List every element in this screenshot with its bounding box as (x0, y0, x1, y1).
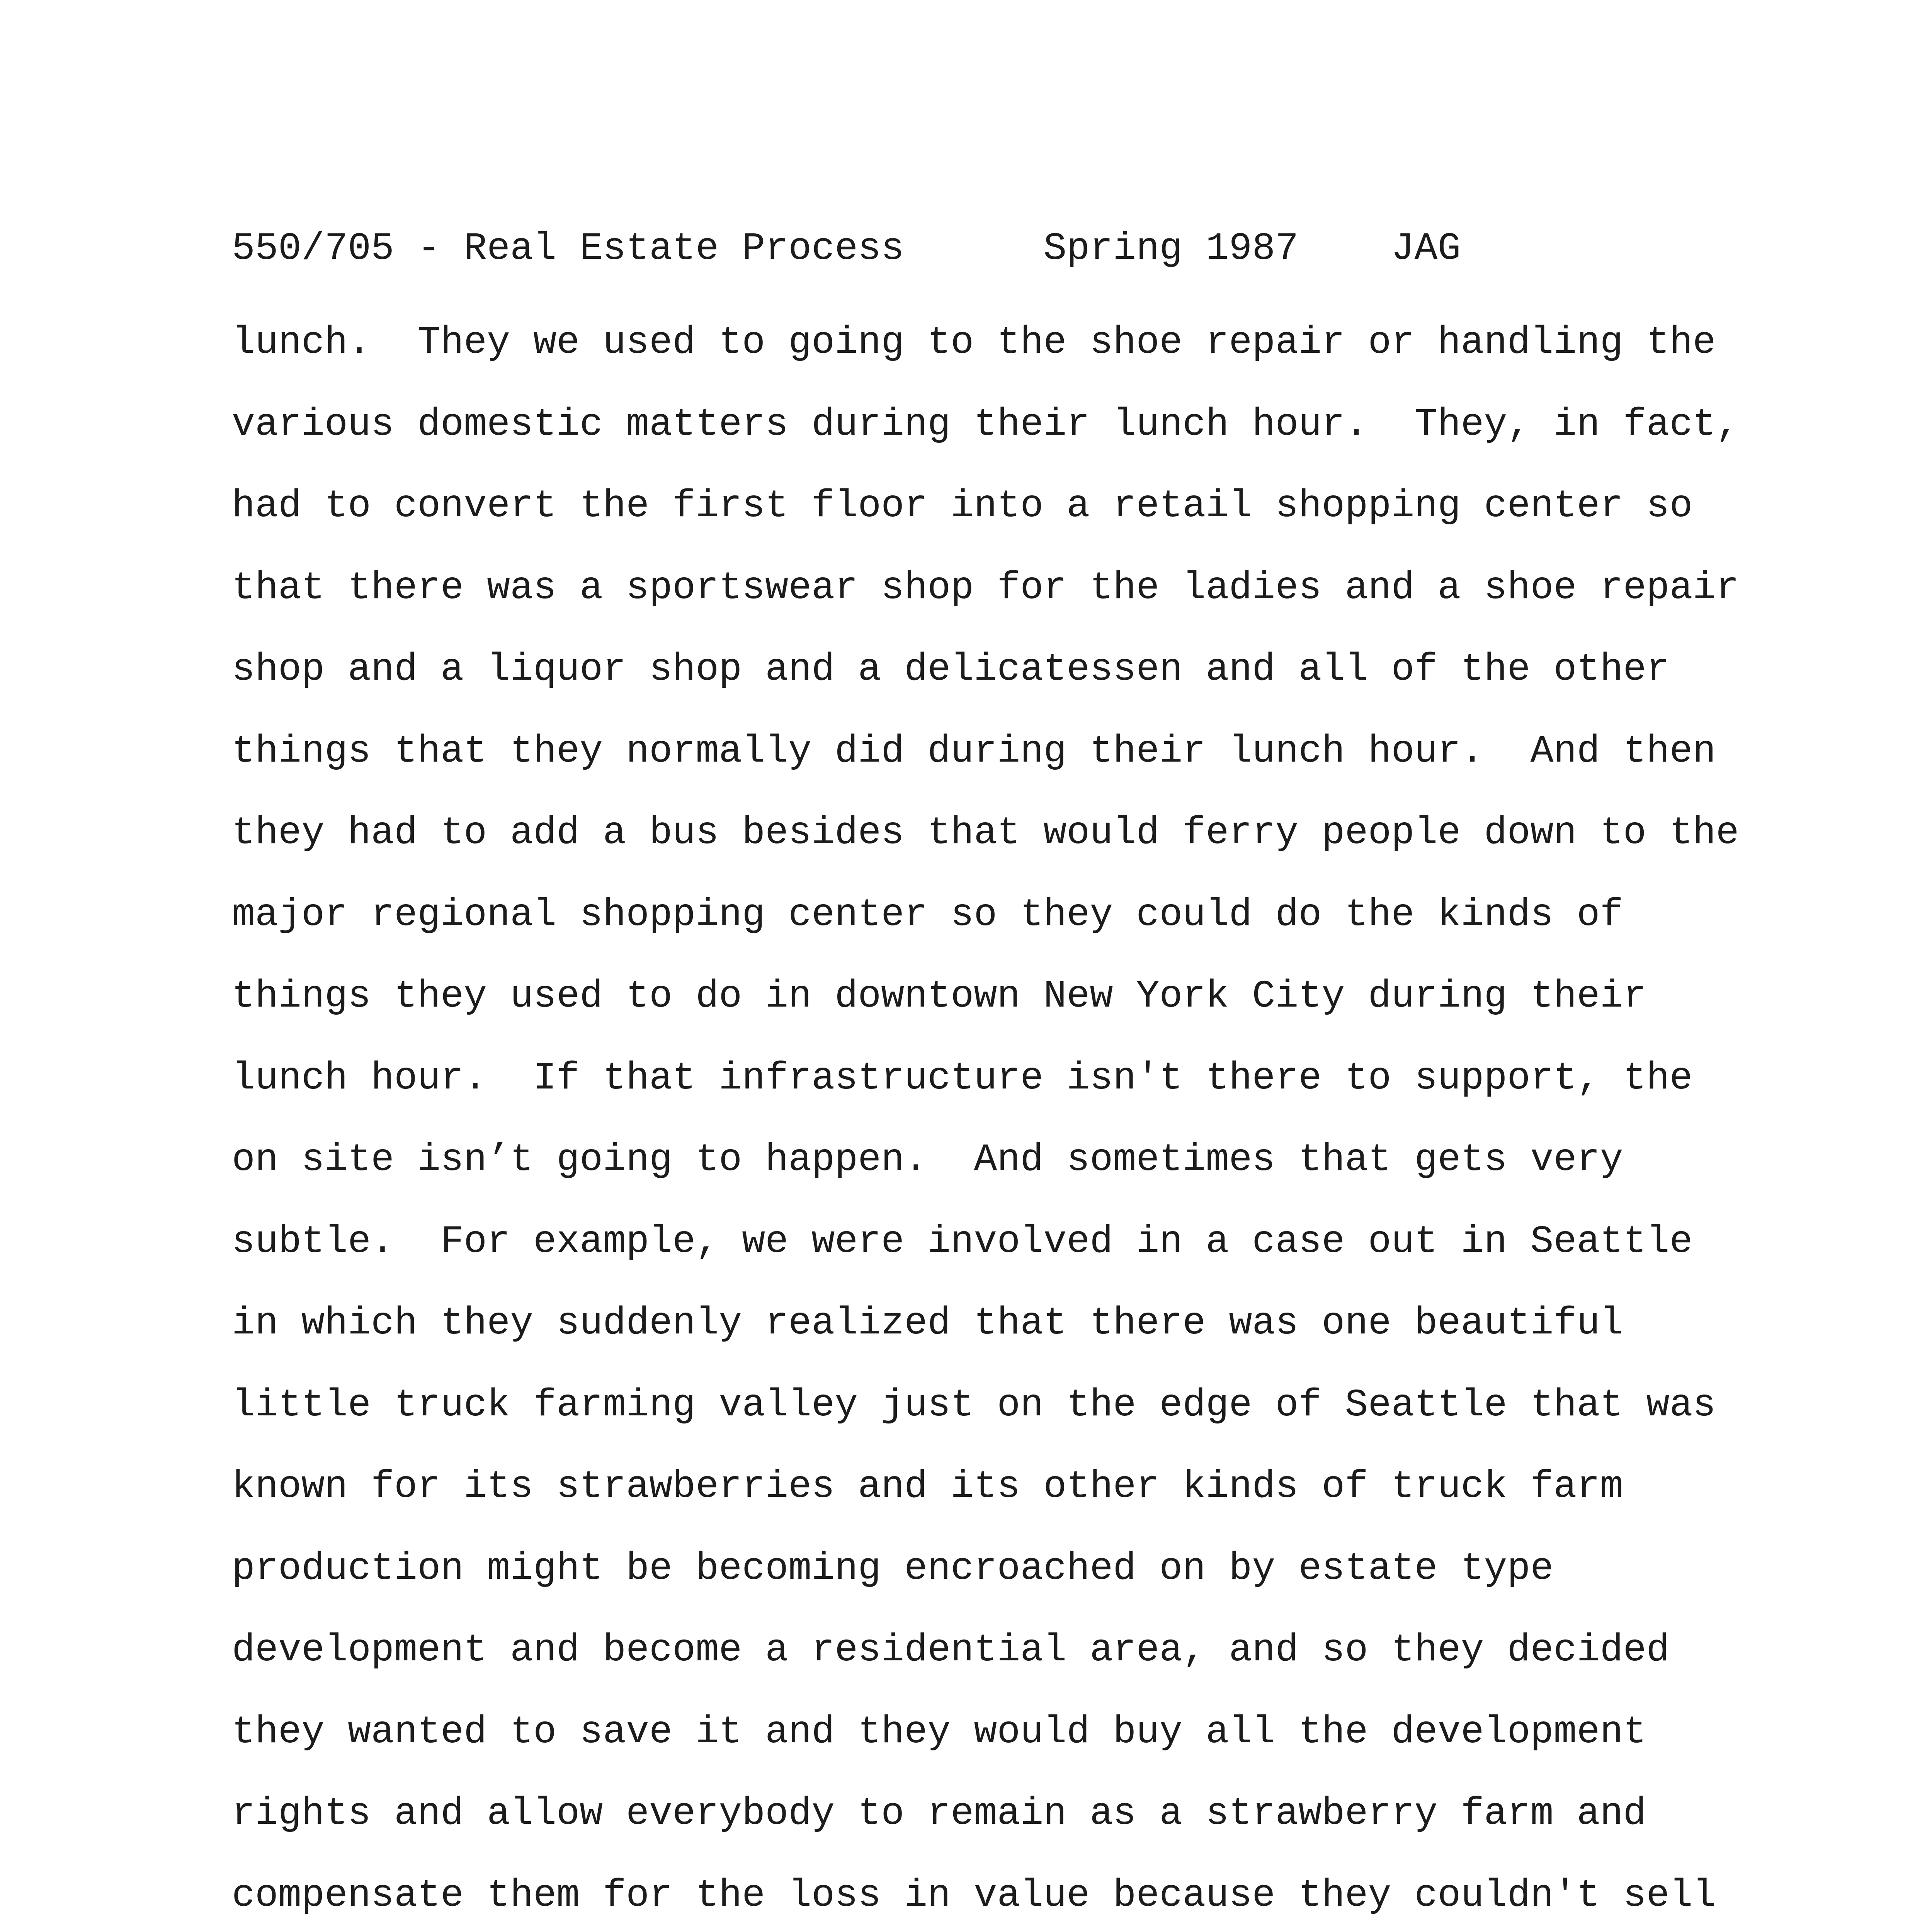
text-line: shop and a liquor shop and a delicatessen and all of the other (232, 648, 1670, 692)
text-line: they wanted to save it and they would buy all the development (232, 1710, 1646, 1754)
text-line: that there was a sportswear shop for the ladies and a shoe repair (232, 566, 1739, 610)
text-line: things they used to do in downtown New York City during their (232, 975, 1646, 1019)
text-line: various domestic matters during their lunch hour. They, in fact, (232, 403, 1739, 447)
text-line: had to convert the first floor into a retail shopping center so (232, 485, 1693, 528)
text-line: lunch. They we used to going to the shoe repair or handling the (232, 321, 1716, 365)
text-line: known for its strawberries and its other kinds of truck farm (232, 1465, 1623, 1509)
text-line: major regional shopping center so they could do the kinds of (232, 893, 1623, 937)
text-line: on site isn’t going to happen. And sometimes that gets very (232, 1138, 1623, 1182)
text-line: development and become a residential area, and so they decided (232, 1629, 1670, 1672)
text-line: things that they normally did during their lunch hour. And then (232, 730, 1716, 774)
text-line: rights and allow everybody to remain as a strawberry farm and (232, 1792, 1646, 1836)
text-line: lunch hour. If that infrastructure isn't there to support, the (232, 1056, 1693, 1100)
text-line: they had to add a bus besides that would ferry people down to the (232, 811, 1739, 855)
body-text (232, 302, 1777, 1932)
text-line: little truck farming valley just on the edge of Seattle that was (232, 1383, 1716, 1427)
text-line: compensate them for the loss in value because they couldn't sell (232, 1874, 1716, 1918)
page-header: 550/705 - Real Estate Process Spring 1987 JAG (232, 227, 1461, 271)
text-line: subtle. For example, we were involved in a case out in Seattle (232, 1220, 1693, 1264)
text-line: in which they suddenly realized that there was one beautiful (232, 1302, 1623, 1345)
text-line: production might be becoming encroached on by estate type (232, 1547, 1554, 1591)
